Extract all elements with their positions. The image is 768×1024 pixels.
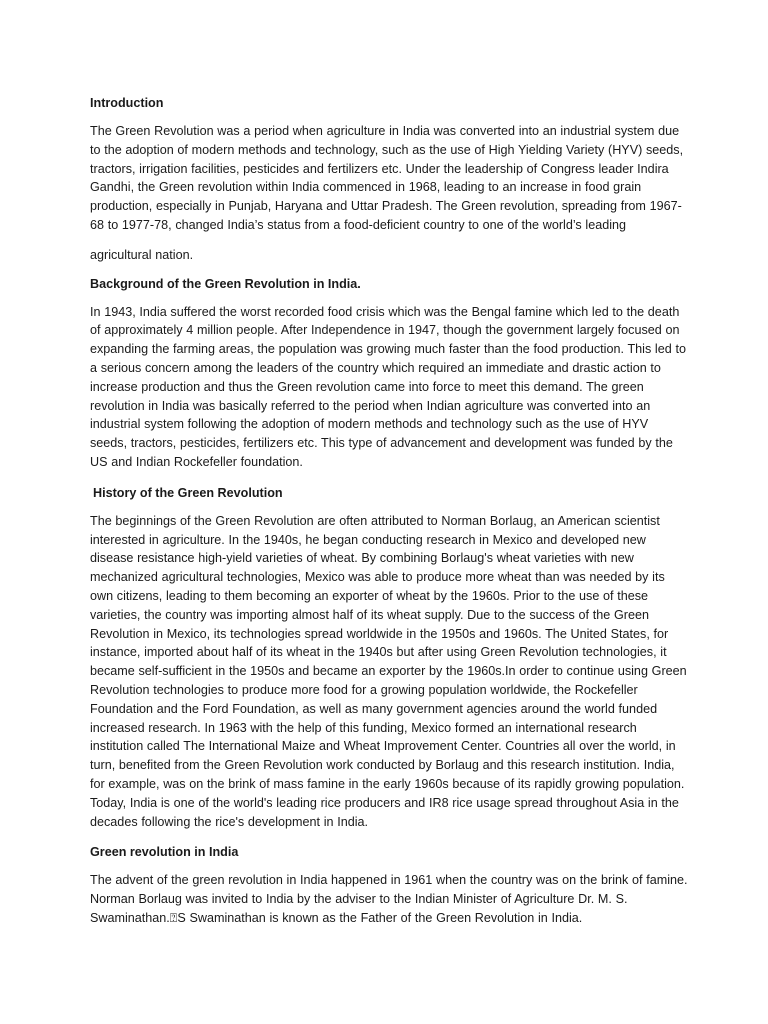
heading-introduction: Introduction xyxy=(90,96,164,110)
heading-green-revolution-india: Green revolution in India xyxy=(90,845,239,860)
paragraph-introduction: The Green Revolution was a period when agriculture in India was converted into an industrial system due to the adoption of modern methods and technology, such as the use of High Yielding Variety (HYV) seeds, tractors, irrigation facilities, pesticides and fertilizers etc. Under the leadership of Congress leader Indira Gandhi, the Green revolution within India commenced in 1968, leading to an increase in food grain production, especially in Punjab, Haryana and Uttar Pradesh. The Green revolution, spreading from 1967-68 to 1977-78, changed India’s status from a food-deficient country to one of the world’s leading xyxy=(90,124,684,232)
paragraph-introduction-end: agricultural nation. xyxy=(90,247,194,262)
heading-background: Background of the Green Revolution in India. xyxy=(90,276,361,291)
paragraph-history: The beginnings of the Green Revolution are often attributed to Norman Borlaug, an American scientist interested in agriculture. In the 1940s, he began conducting research in Mexico and developed new disease resistance high-yield varieties of wheat. By combining Borlaug's wheat varieties with new mechanized agricultural technologies, Mexico was able to produce more wheat than was needed by its own citizens, leading to them becoming an exporter of wheat by the 1960s. Prior to the use of these varieties, the country was importing almost half of its wheat supply. Due to the success of the Green Revolution in Mexico, its technologies spread worldwide in the 1950s and 1960s. The United States, for instance, imported about half of its wheat in the 1940s but after using Green Revolution technologies, it became self-sufficient in the 1950s and became an exporter by the 1960s.In order to continue using Green Revolution technologies to produce more food for a growing population worldwide, the Rockefeller Foundation and the Ford Foundation, as well as many government agencies around the world funded increased research. In 1963 with the help of this funding, Mexico formed an international research institution called The International Maize and Wheat Improvement Center. Countries all over the world, in turn, benefited from the Green Revolution work conducted by Borlaug and this research institution. India, for example, was on the brink of mass famine in the early 1960s because of its rapidly growing population. Today, India is one of the world's leading rice producers and IR8 rice usage spread throughout Asia in the decades following the rice's development in India. xyxy=(90,513,687,829)
paragraph-background: In 1943, India suffered the worst recorded food crisis which was the Bengal famine which led to the death of approximately 4 million people. After Independence in 1947, though the government largely focused on expanding the farming areas, the population was growing much faster than the food production. This led to a serious concern among the leaders of the country which required an immediate and drastic action to increase production and thus the Green revolution came into force to meet this demand. The green revolution in India was basically referred to the period when Indian agriculture was converted into an industrial system following the adoption of modern methods and technology such as the use of HYV seeds, tractors, pesticides, fertilizers etc. This type of advancement and development was funded by the US and Indian Rockefeller foundation. xyxy=(90,304,686,469)
paragraph-green-revolution-india: The advent of the green revolution in India happened in 1961 when the country was on the brink of famine. Norman Borlaug was invited to India by the adviser to the Indian Minister of Agriculture Dr. M. S. Swaminathan.⍰S Swaminathan is known as the Father of the Green Revolution in India. xyxy=(90,873,688,925)
heading-history: History of the Green Revolution xyxy=(93,485,283,500)
